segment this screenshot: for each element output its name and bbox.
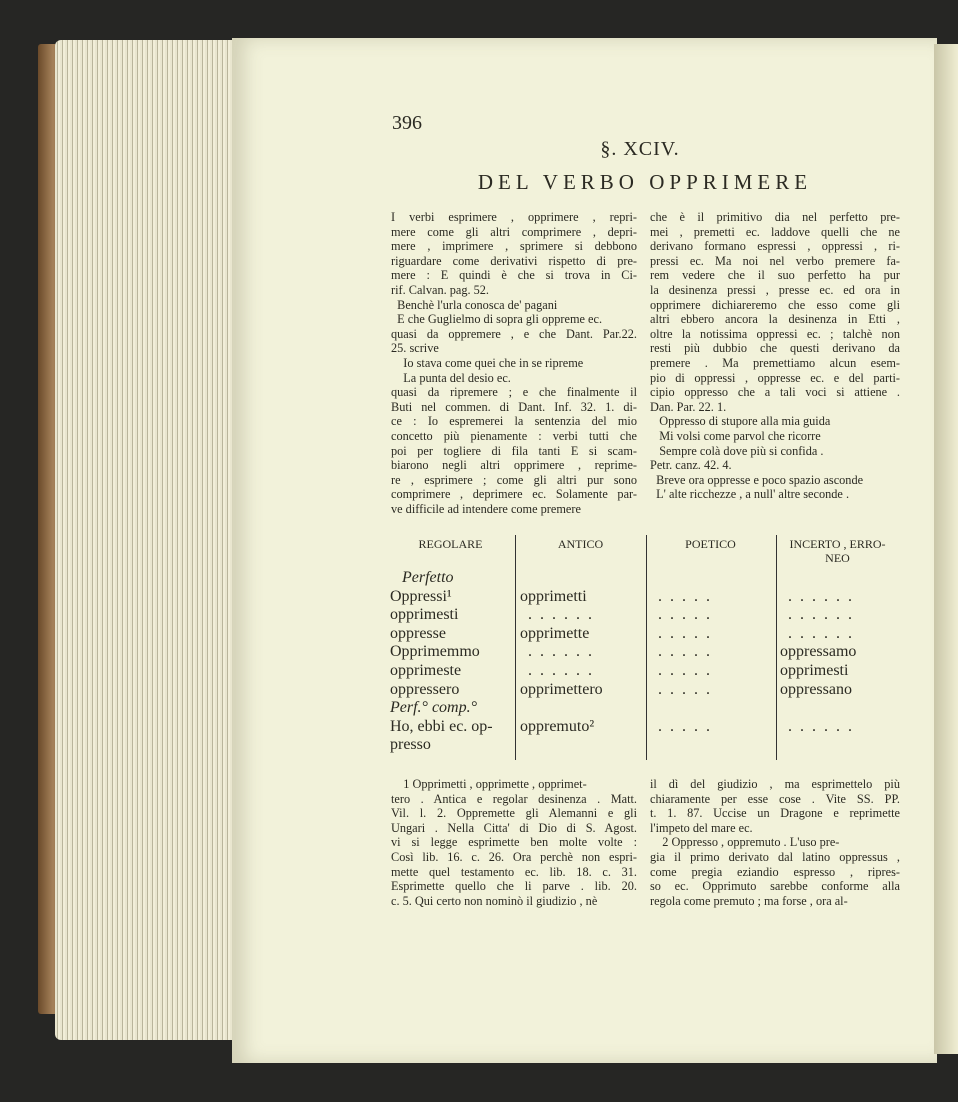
text-line: Sempre colà dove più si confida . <box>650 443 824 458</box>
table-cell: opprimesti <box>780 662 849 679</box>
text-line: resti più dubbio che questi derivano da <box>650 341 900 356</box>
text-line: mere : E quindi è che si trova in Ci- <box>391 268 637 283</box>
chapter-title: DEL VERBO OPPRIMERE <box>477 170 813 194</box>
table-cell: . . . . . . <box>528 606 594 624</box>
table-cell: presso <box>390 736 431 754</box>
text-line: altri ebbero ancora la desinenza in Etti , <box>650 312 900 327</box>
text-line: E che Guglielmo di sopra gli oppreme ec. <box>391 312 603 327</box>
text-line: comprimere , deprimere ec. Solamente par- <box>391 487 637 502</box>
table-cell: Ho, ebbi ec. op- <box>390 717 493 735</box>
text-line: riguardare come derivativi rispetto di pre- <box>391 253 637 268</box>
text-line: biarono negli altri opprimere , reprime- <box>391 458 637 473</box>
text-line: mere come gli altri comprimere , depri- <box>391 224 637 239</box>
table-cell: Oppressi¹ <box>390 587 452 605</box>
text-line: Oppresso di stupore alla mia guida <box>650 414 831 429</box>
text-line: so ec. Opprimuto sarebbe conforme alla <box>650 879 900 894</box>
text-line: chiaramente per esse cose . Vite SS. PP. <box>650 791 900 806</box>
text-line: quasi da ripremere ; e che finalmente il <box>391 385 637 400</box>
text-line: Buti nel commen. di Dant. Inf. 32. 1. di- <box>391 399 637 414</box>
table-cell: . . . . . . <box>788 624 854 642</box>
text-line: ve difficile ad intendere come premere <box>391 501 581 516</box>
header-antico: ANTICO <box>557 537 604 551</box>
section-number: §. XCIV. <box>600 138 680 160</box>
text-line: vi si legge esprimette ben molte volte : <box>391 835 637 850</box>
right-column <box>650 210 900 502</box>
text-line: Petr. canz. 42. 4. <box>650 458 732 473</box>
text-line: derivano formano espressi , oppressi , ri- <box>650 239 900 254</box>
text-line: regola come premuto ; ma forse , ora al- <box>650 893 848 908</box>
text-line: Esprimette quello che li parve . lib. 20. <box>391 879 637 894</box>
table-cell: . . . . . <box>658 717 712 735</box>
table-cell: . . . . . . <box>788 606 854 624</box>
text-line: La punta del desio ec. <box>391 370 511 385</box>
text-line: la desinenza pressi , presse ec. ed ora in <box>650 282 900 297</box>
conjugation-table <box>388 535 903 760</box>
text-line: Vil. l. 2. Oppremette gli Alemanni e gli <box>391 806 637 821</box>
table-cell: . . . . . <box>658 587 712 605</box>
text-line: tero . Antica e regolar desinenza . Matt. <box>391 791 637 806</box>
text-line: come pregia eziandio espresso , ripres- <box>650 864 900 879</box>
text-line: Così lib. 16. c. 26. Ora perchè non espri- <box>391 849 637 864</box>
footnotes-left <box>391 777 637 908</box>
text-line: Benchè l'urla conosca de' pagani <box>391 297 558 312</box>
text-line: premere . Ma premettiamo alcun esem- <box>650 355 900 370</box>
text-line: I verbi esprimere , opprimere , repri- <box>391 210 637 224</box>
text-line: 25. scrive <box>391 341 439 356</box>
table-cell: oppremuto² <box>520 717 595 735</box>
text-line: concetto più pienamente : verbi tutti che <box>391 428 637 443</box>
table-cell: opprimesti <box>390 606 459 624</box>
table-cell: . . . . . <box>658 662 712 679</box>
text-line: Breve ora oppresse e poco spazio asconde <box>650 472 864 487</box>
text-line: re , esprimere ; come gli altri pur sono <box>391 472 637 487</box>
table-cell: oppresse <box>390 624 446 642</box>
text-line: rem vedere che il suo perfetto ha pur <box>650 268 900 283</box>
text-line: opprimere dichiareremo che esso come gli <box>650 297 900 312</box>
text-line: mette quel testamento ec. lib. 18. c. 31. <box>391 864 637 879</box>
text-line: Dan. Par. 22. 1. <box>650 399 727 414</box>
text-line: pio di oppressi , oppresse ec. e del parti- <box>650 370 900 385</box>
table-cell: . . . . . <box>658 643 712 661</box>
footnotes-right <box>650 777 900 908</box>
table-cell: Perf.° comp.° <box>390 699 477 717</box>
divider <box>776 535 777 760</box>
table-cell: . . . . . <box>658 624 712 642</box>
text-line: gia il primo derivato dal latino oppressus , <box>650 849 900 864</box>
text-line: Ungari . Nella Citta' di Dio di S. Agost. <box>391 820 637 835</box>
table-cell: . . . . . . <box>528 643 594 661</box>
header-regolare: REGOLARE <box>418 537 483 551</box>
text-line: 2 Oppresso , oppremuto . L'uso pre- <box>650 835 840 850</box>
text-line: che è il primitivo dia nel perfetto pre- <box>650 210 900 224</box>
text-line: Mi volsi come parvol che ricorre <box>650 428 821 443</box>
text-line: L' alte ricchezze , a null' altre seconde . <box>650 487 850 502</box>
table-cell: . . . . . . <box>788 587 854 605</box>
table-cell: oppressano <box>780 680 852 698</box>
page-edges <box>55 40 240 1040</box>
divider <box>646 535 647 760</box>
text-line: mere , imprimere , sprimere si debbono <box>391 239 637 254</box>
text-line: Io stava come quei che in se ripreme <box>391 355 584 370</box>
header-poetico: POETICO <box>685 537 736 551</box>
text-line: ce : Io espremerei la sentenzia del mio <box>391 414 637 429</box>
text-line: quasi da oppremere , e che Dant. Par.22. <box>391 326 637 341</box>
page-number: 396 <box>392 112 422 134</box>
table-cell: Opprimemmo <box>390 643 480 661</box>
text-line: poi per togliere di fila tanti E si scam- <box>391 443 637 458</box>
left-column <box>391 210 637 516</box>
divider <box>515 535 516 760</box>
text-line: oltre la notissima oppressi ec. ; talchè non <box>650 326 900 341</box>
text-line: t. 1. 87. Uccise un Dragone e reprimette <box>650 806 900 821</box>
text-line: cipio oppresso che a tali voci si attiene . <box>650 385 900 400</box>
text-line: c. 5. Qui certo non nominò il giudizio , nè <box>391 893 598 908</box>
table-cell: . . . . . <box>658 606 712 624</box>
text-line: pressi ec. Ma noi nel verbo premere fa- <box>650 253 900 268</box>
facing-page-edge <box>934 44 958 1054</box>
table-cell: opprimeste <box>390 662 462 679</box>
table-cell: . . . . . . <box>528 662 594 679</box>
text-line: l'impeto del mare ec. <box>650 820 753 835</box>
table-cell: oppressamo <box>780 643 857 661</box>
table-cell: opprimetti <box>520 587 587 605</box>
text-line: rif. Calvan. pag. 52. <box>391 282 490 297</box>
text-line: mei , premetti ec. laddove quelli che ne <box>650 224 900 239</box>
text-line: 1 Opprimetti , opprimette , opprimet- <box>391 777 587 791</box>
table-cell: . . . . . <box>658 680 712 698</box>
header-incerto: INCERTO , ERRO- NEO <box>789 537 886 565</box>
table-cell: oppressero <box>390 680 460 698</box>
table-cell: opprimette <box>520 624 590 642</box>
text-line: il dì del giudizio , ma esprimettelo più <box>650 777 900 791</box>
table-cell: Perfetto <box>402 569 454 586</box>
table-cell: . . . . . . <box>788 717 854 735</box>
table-cell: opprimettero <box>520 680 603 698</box>
